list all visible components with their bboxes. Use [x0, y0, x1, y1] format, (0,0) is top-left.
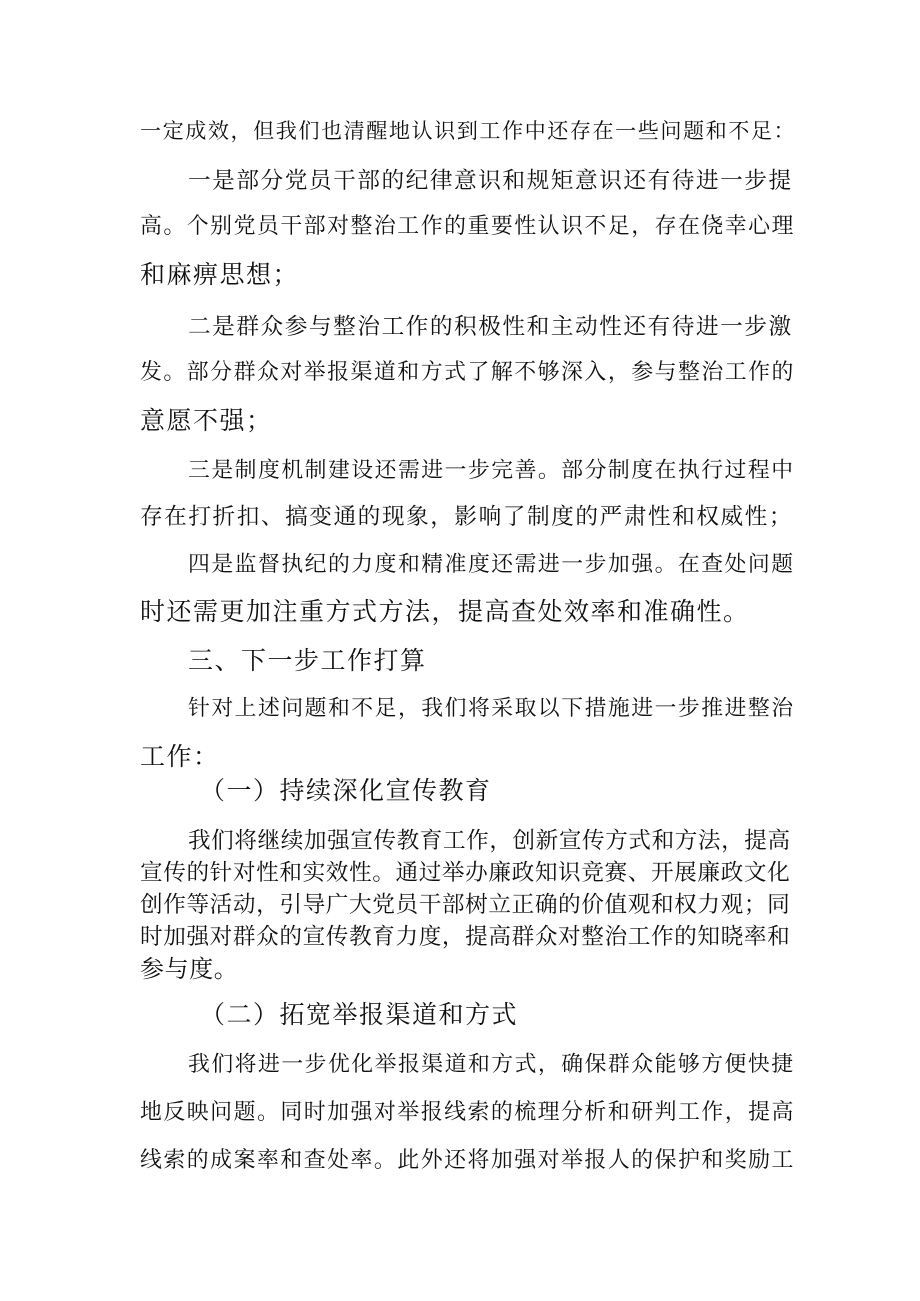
text-line: 宣传的针对性和实效性。通过举办廉政知识竞赛、开展廉政文化 [140, 860, 791, 886]
text-line: 一是部分党员干部的纪律意识和规矩意识还有待进一步提 [188, 168, 793, 194]
text-line: 时还需更加注重方式方法，提高查处效率和准确性。 [140, 597, 750, 626]
text-line: 针对上述问题和不足，我们将采取以下措施进一步推进整治 [188, 696, 795, 721]
text-line: 意愿不强； [140, 406, 273, 435]
text-line: 参与度。 [140, 955, 239, 983]
text-line: 发。部分群众对举报渠道和方式了解不够深入，参与整治工作的 [140, 360, 795, 385]
text-line: 四是监督执纪的力度和精准度还需进一步加强。在查处问题 [188, 552, 795, 577]
text-line: 存在打折扣、搞变通的现象，影响了制度的严肃性和权威性； [140, 504, 794, 530]
text-line: 一定成效，但我们也清醒地认识到工作中还存在一些问题和不足： [140, 118, 797, 143]
text-line: 创作等活动，引导广大党员干部树立正确的价值观和权力观；同 [140, 892, 791, 918]
subsection-heading: （二）拓宽举报渠道和方式 [200, 1000, 519, 1029]
text-line: 工作： [140, 742, 220, 771]
section-heading: 三、下一步工作打算 [188, 646, 427, 675]
text-line: 和麻痹思想； [140, 260, 300, 289]
text-line: 我们将进一步优化举报渠道和方式，确保群众能够方便快捷 [188, 1052, 795, 1077]
text-line: 时加强对群众的宣传教育力度，提高群众对整治工作的知晓率和 [140, 924, 791, 950]
text-line: 我们将继续加强宣传教育工作，创新宣传方式和方法，提高 [188, 828, 791, 854]
text-line: 地反映问题。同时加强对举报线索的梳理分析和研判工作，提高 [140, 1100, 795, 1125]
text-line: 二是群众参与整治工作的积极性和主动性还有待进一步激 [188, 314, 793, 340]
text-line: 高。个别党员干部对整治工作的重要性认识不足，存在侥幸心理 [140, 214, 795, 239]
subsection-heading: （一）持续深化宣传教育 [200, 776, 492, 805]
text-line: 三是制度机制建设还需进一步完善。部分制度在执行过程中 [188, 458, 795, 483]
text-line: 线索的成案率和查处率。此外还将加强对举报人的保护和奖励工 [140, 1148, 795, 1173]
